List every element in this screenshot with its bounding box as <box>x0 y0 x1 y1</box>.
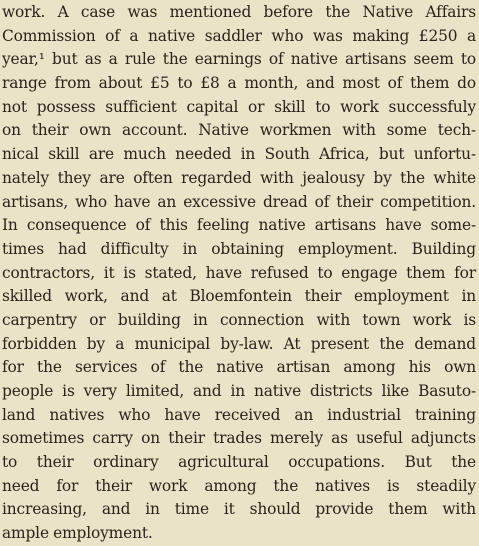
text-line-1: work. A case was mentioned before the Native Affairs <box>2 3 476 21</box>
text-line-6: on their own account. Native workmen with some tech- <box>2 121 476 140</box>
text-line-12: contractors, it is stated, have refused to engage them for <box>2 263 476 282</box>
text-line-5: not possess sufficient capital or skill to work successfuly <box>2 97 476 116</box>
text-line-13: skilled work, and at Bloemfontein their employment in <box>2 287 476 306</box>
text-line-22: increasing, and in time it should provide them with <box>2 500 476 519</box>
text-line-17: people is very limited, and in native districts like Basuto- <box>2 382 476 400</box>
text-line-19: sometimes carry on their trades merely as useful adjuncts <box>2 429 476 448</box>
body-paragraph <box>2 1 476 546</box>
text-line-4: range from about £5 to £8 a month, and most of them do <box>2 74 476 93</box>
text-line-14: carpentry or building in connection with town work is <box>2 310 476 329</box>
text-line-11: times had difficulty in obtaining employment. Building <box>2 239 476 258</box>
text-line-16: for the services of the native artisan among his own <box>2 358 476 377</box>
text-line-20: to their ordinary agricultural occupations. But the <box>2 453 476 472</box>
text-line-18: land natives who have received an industrial training <box>2 405 476 424</box>
text-line-8: nately they are often regarded with jealousy by the white <box>2 168 476 187</box>
text-line-7: nical skill are much needed in South Africa, but unfortu- <box>2 145 476 164</box>
text-line-15: forbidden by a municipal by-law. At present the demand <box>2 334 476 353</box>
text-line-3: year,¹ but as a rule the earnings of native artisans seem to <box>2 50 476 69</box>
text-line-9: artisans, who have an excessive dread of their competition. <box>2 192 476 211</box>
text-line-2: Commission of a native saddler who was making £250 a <box>2 26 476 45</box>
text-line-23: ample employment. <box>2 524 153 543</box>
text-line-10: In consequence of this feeling native artisans have some- <box>2 216 476 235</box>
text-line-21: need for their work among the natives is steadily <box>2 476 476 495</box>
